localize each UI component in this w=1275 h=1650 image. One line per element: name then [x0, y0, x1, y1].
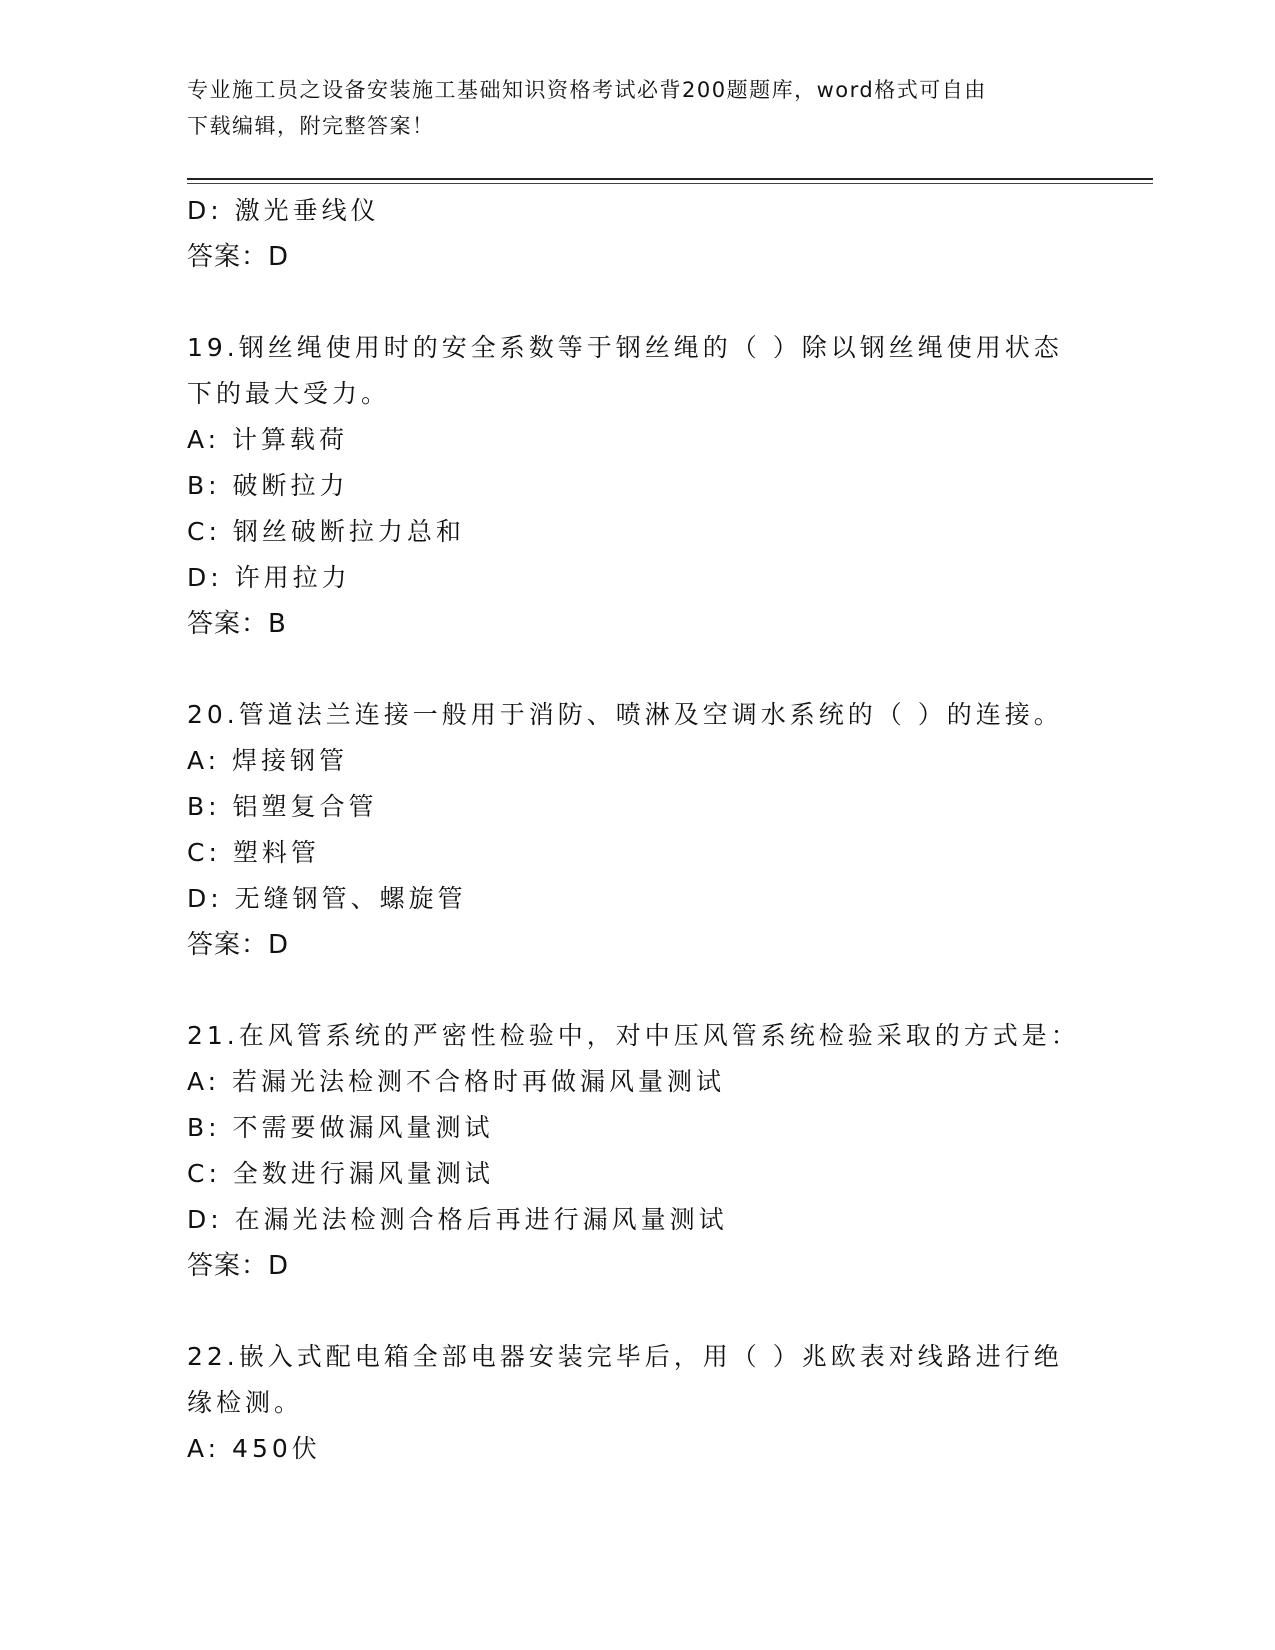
question-19	[187, 325, 1087, 647]
question-stem: 21.在风管系统的严密性检验中，对中压风管系统检验采取的方式是：	[187, 1021, 1080, 1050]
question-20	[187, 692, 1087, 968]
question-stem: 22.嵌入式配电箱全部电器安装完毕后，用（ ）兆欧表对线路进行绝	[187, 1342, 1063, 1371]
option-d: D: 在漏光法检测合格后再进行漏风量测试	[187, 1205, 728, 1234]
option-d: D: 激光垂线仪	[187, 196, 380, 225]
question-18-tail	[187, 188, 1087, 280]
answer: 答案：D	[187, 930, 290, 960]
header-divider-thick	[187, 178, 1153, 180]
spacer	[187, 647, 1087, 692]
header-divider-thin	[187, 183, 1153, 184]
option-a: A: 焊接钢管	[187, 746, 349, 775]
option-c: C: 钢丝破断拉力总和	[187, 517, 465, 546]
document-header	[187, 72, 1087, 144]
question-22	[187, 1334, 1087, 1472]
option-a: A: 若漏光法检测不合格时再做漏风量测试	[187, 1067, 726, 1096]
question-stem: 20.管道法兰连接一般用于消防、喷淋及空调水系统的（ ）的连接。	[187, 700, 1063, 729]
spacer	[187, 1289, 1087, 1334]
option-c: C: 全数进行漏风量测试	[187, 1159, 494, 1188]
spacer	[187, 280, 1087, 325]
question-21	[187, 1013, 1087, 1289]
option-a: A: 计算载荷	[187, 425, 349, 454]
option-b: B: 不需要做漏风量测试	[187, 1113, 494, 1142]
option-c: C: 塑料管	[187, 838, 320, 867]
option-d: D: 许用拉力	[187, 563, 351, 592]
answer: 答案：D	[187, 242, 290, 272]
question-stem-continued: 下的最大受力。	[187, 379, 391, 408]
question-content	[187, 188, 1087, 1472]
header-line-1: 专业施工员之设备安装施工基础知识资格考试必背200题题库，word格式可自由	[187, 78, 987, 102]
question-stem-continued: 缘检测。	[187, 1388, 304, 1417]
question-stem: 19.钢丝绳使用时的安全系数等于钢丝绳的（ ）除以钢丝绳使用状态	[187, 333, 1063, 362]
spacer	[187, 968, 1087, 1013]
option-b: B: 破断拉力	[187, 471, 349, 500]
header-line-2: 下载编辑，附完整答案！	[187, 114, 435, 138]
answer: 答案：B	[187, 609, 287, 639]
option-d: D: 无缝钢管、螺旋管	[187, 884, 467, 913]
option-b: B: 铝塑复合管	[187, 792, 378, 821]
option-a: A: 450伏	[187, 1434, 321, 1463]
answer: 答案：D	[187, 1251, 290, 1281]
